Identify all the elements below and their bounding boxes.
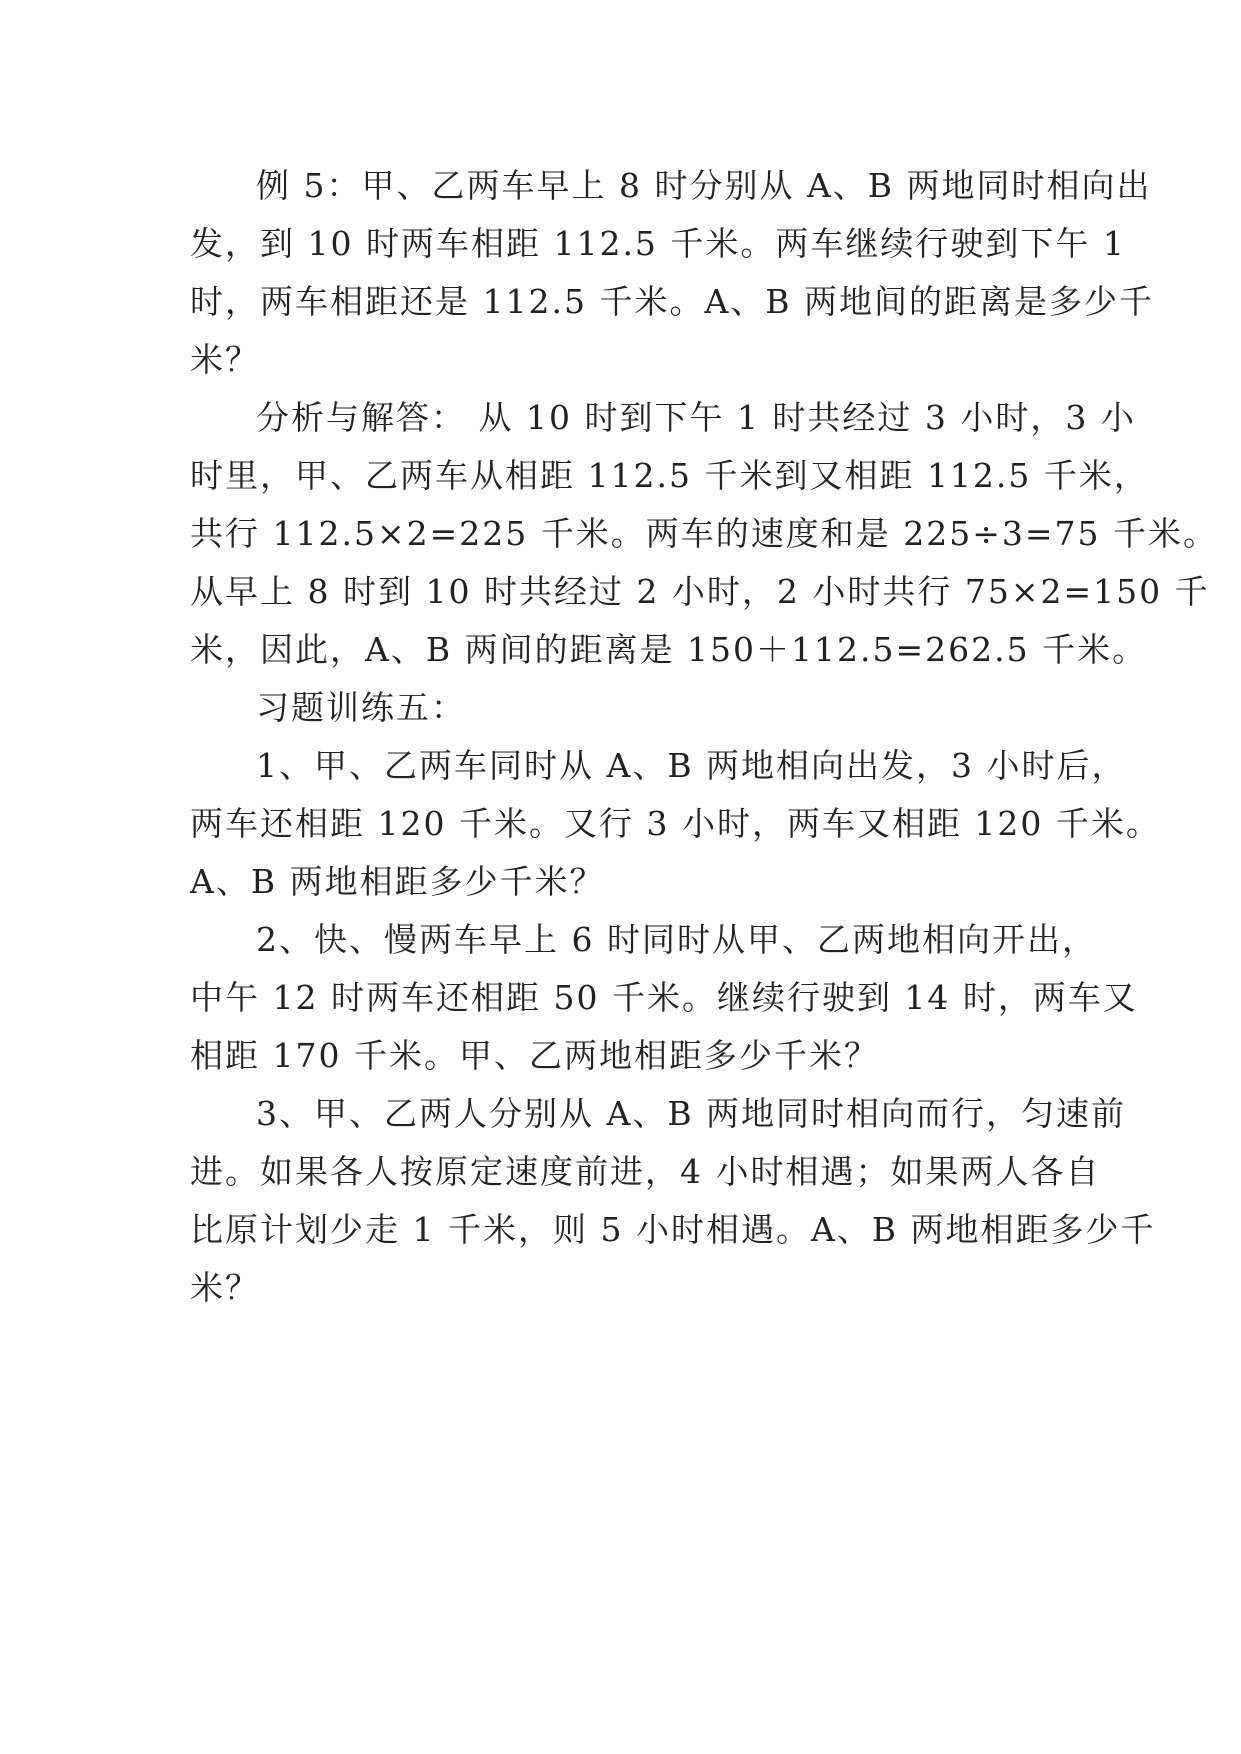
text-line: 比原计划少走 1 千米，则 5 小时相遇。A、B 两地相距多少千 [190, 1210, 1156, 1249]
text-line: 米？ [190, 1268, 260, 1307]
exercise-section-title [190, 679, 1070, 737]
exercise-1 [190, 737, 1161, 911]
text-line: 两车还相距 120 千米。又行 3 小时，两车又相距 120 千米。 [190, 804, 1161, 843]
text-line: 时里，甲、乙两车从相距 112.5 千米到又相距 112.5 千米， [190, 456, 1149, 495]
text-line: 进。如果各人按原定速度前进，4 小时相遇；如果两人各自 [190, 1152, 1101, 1191]
text-line: 2、快、慢两车早上 6 时同时从甲、乙两地相向开出， [256, 920, 1097, 959]
text-line: 米，因此，A、B 两间的距离是 150＋112.5=262.5 千米。 [190, 630, 1148, 669]
exercise-2 [190, 911, 1138, 1085]
text-line: A、B 两地相距多少千米？ [190, 862, 605, 901]
text-line: 1、甲、乙两车同时从 A、B 两地相向出发，3 小时后， [256, 746, 1127, 785]
text-line: 分析与解答： 从 10 时到下午 1 时共经过 3 小时，3 小 [256, 398, 1136, 437]
text-line: 米？ [190, 340, 260, 379]
document-page [190, 157, 1218, 1317]
text-line: 中午 12 时两车还相距 50 千米。继续行驶到 14 时，两车又 [190, 978, 1138, 1017]
text-line: 例 5：甲、乙两车早上 8 时分别从 A、B 两地同时相向出 [256, 166, 1152, 205]
analysis-paragraph [190, 389, 1218, 679]
section-heading: 习题训练五： [256, 688, 466, 727]
text-line: 发，到 10 时两车相距 112.5 千米。两车继续行驶到下午 1 [190, 224, 1126, 263]
text-line: 时，两车相距还是 112.5 千米。A、B 两地间的距离是多少千 [190, 282, 1155, 321]
exercise-3 [190, 1085, 1156, 1317]
text-line: 共行 112.5×2=225 千米。两车的速度和是 225÷3=75 千米。 [190, 514, 1218, 553]
text-line: 3、甲、乙两人分别从 A、B 两地同时相向而行，匀速前 [256, 1094, 1127, 1133]
text-line: 相距 170 千米。甲、乙两地相距多少千米？ [190, 1036, 879, 1075]
example-paragraph [190, 157, 1155, 389]
text-line: 从早上 8 时到 10 时共经过 2 小时，2 小时共行 75×2=150 千 [190, 572, 1210, 611]
